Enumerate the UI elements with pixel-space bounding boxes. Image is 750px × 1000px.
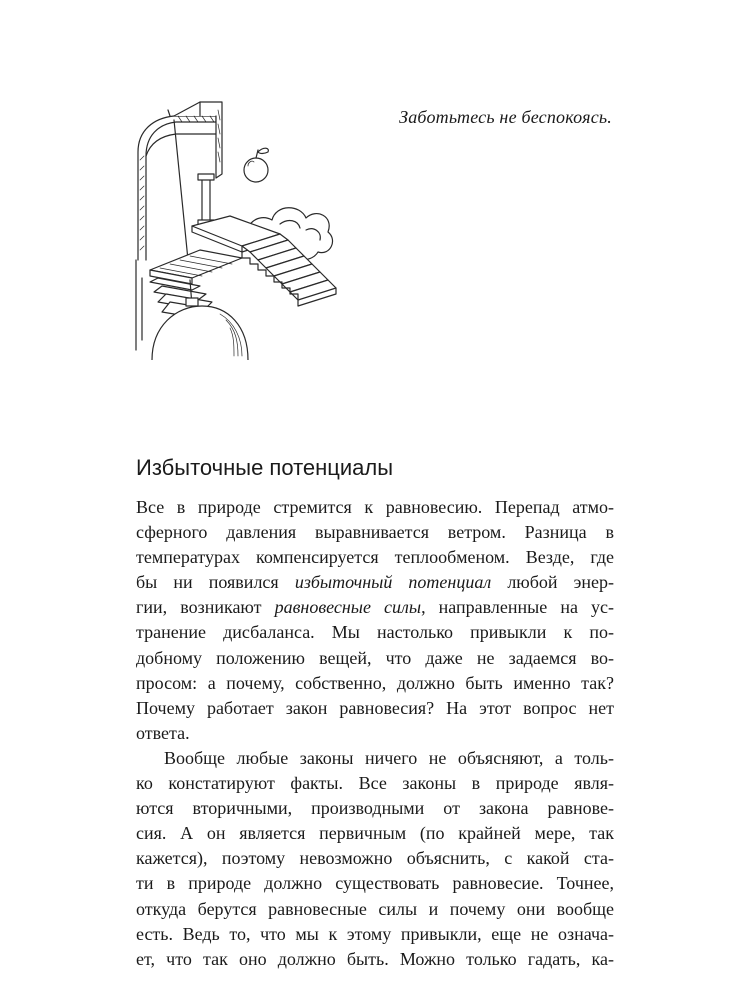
text-segment: , направленные на ус- <box>421 597 614 618</box>
epigraph: Заботьтесь не беспокоясь. <box>399 107 612 127</box>
text-line <box>136 570 614 595</box>
text-line: ответа. <box>136 722 190 743</box>
text-line: Вообще любые законы ничего не объясняют, а толь- <box>164 747 614 768</box>
text-line: температурах компенсируется теплообменом. Везде, где <box>136 547 614 568</box>
italic-term: избыточный потенциал <box>294 572 492 593</box>
body-text <box>136 495 614 972</box>
section-heading: Избыточные потенциалы <box>136 455 394 480</box>
text-line: ются вторичными, производными от закона равнове- <box>136 798 614 819</box>
text-line <box>136 595 614 620</box>
text-line: Все в природе стремится к равновесию. Перепад атмо- <box>136 497 614 517</box>
text-segment: любой энер- <box>491 572 614 593</box>
italic-term: равновесные силы <box>274 597 422 618</box>
text-line: ко констатируют факты. Все законы в природе явля- <box>136 773 614 794</box>
text-line: откуда берутся равновесные силы и почему они вообще <box>136 898 614 919</box>
text-line: транение дисбаланса. Мы настолько привыкли к по- <box>136 622 614 643</box>
text-line: ет, что так оно должно быть. Можно только гадать, ка- <box>136 948 614 969</box>
text-line: Почему работает закон равновесия? На этот вопрос нет <box>136 697 614 718</box>
text-line: кажется), поэтому невозможно объяснить, с какой ста- <box>136 848 614 869</box>
text-segment: гии, возникают <box>136 597 275 618</box>
text-line: сферного давления выравнивается ветром. Разница в <box>136 522 614 543</box>
staircase-illustration <box>130 100 340 360</box>
text-segment: бы ни появился <box>136 572 295 593</box>
text-line: добному положению вещей, что даже не задаемся во- <box>136 647 614 668</box>
text-line: сия. А он является первичным (по крайней мере, так <box>136 823 614 844</box>
text-line: просом: а почему, собственно, должно быть именно так? <box>136 672 614 693</box>
text-line: ти в природе должно существовать равновесие. Точнее, <box>136 873 614 894</box>
text-line: есть. Ведь то, что мы к этому привыкли, еще не означа- <box>136 923 614 944</box>
